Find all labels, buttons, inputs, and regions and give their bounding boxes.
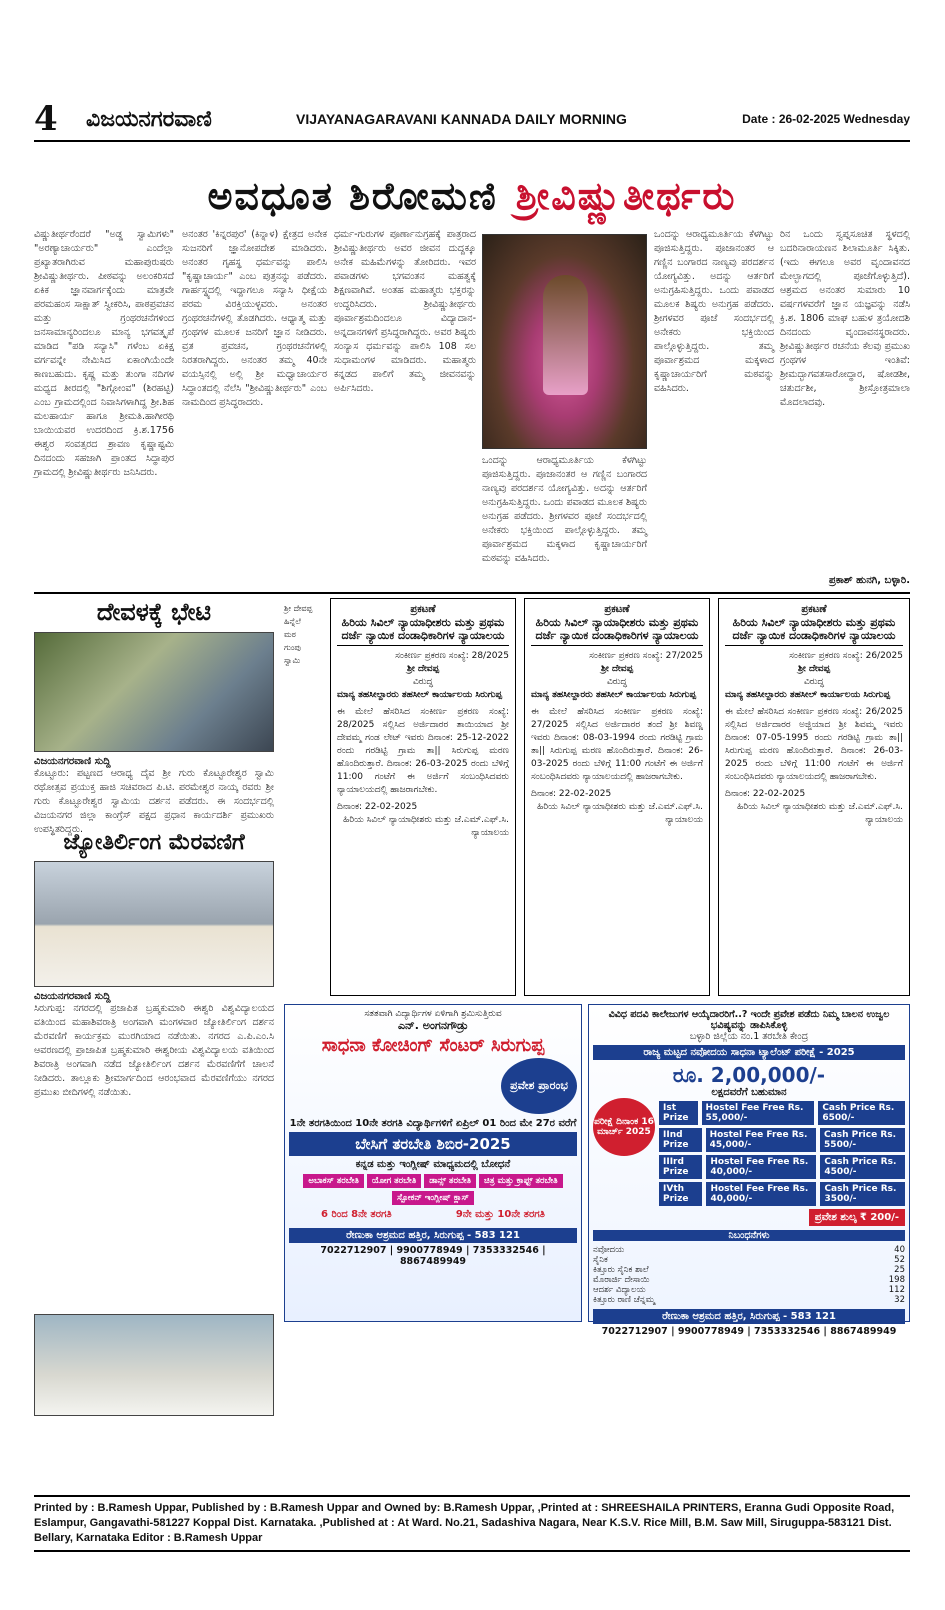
jyotirlinga-text: ಸಿರುಗುಪ್ಪ: ನಗರದಲ್ಲಿ ಪ್ರಜಾಪಿತ ಬ್ರಹ್ಮಕುಮಾರಿ ಈಶ್ವರಿ ವಿಶ್ವವಿದ್ಯಾಲಯದ ವತಿಯಿಂದ ಮಹಾಶಿವರಾತ್ರಿ ಅಂಗವಾಗಿ ಮಂಗಳವಾರ ಜ್ಯೋತಿರ್ಲಿಂಗ ದರ್ಶನ ಮೆರವಣಿಗೆ ಕಾರ್ಯಕ್ರಮ ಮುರಗಿಯಾದ ನಡೆಯಿತು. ನಗರದ ಎ.ಪಿ.ಎಂ.ಸಿ ಆವರಣದಲ್ಲಿ ಪ್ರಾಜಾಪಿತ ಬ್ರಹ್ಮಕುಮಾರಿ ಈಶ್ವರೀಯ ವಿಶ್ವವಿದ್ಯಾಲಯ ವತಿಯಿಂದ ಶಿವರಾತ್ರಿ ಅಂಗವಾಗಿ ನಡೆದ ಜ್ಯೋತಿರ್ಲಿಂಗ ದರ್ಶನ ಮೆರವಣಿಗೆಗೆ ಚಾಲನೆ ನೀಡಿದರು. ತಾಲ್ಲೂಕು ಶ್ರೀಮಾರ್ಗದಿಂದ ಆರಂಭವಾದ ಮೆರವಣಿಗೆಯು ನಗರದ ಪ್ರಮುಖ ಬೀದಿಗಳಲ್ಲಿ ನಡೆಯಿತು. <box>34 1003 274 1098</box>
prize-rank: Ist Prize <box>659 1101 698 1125</box>
story-byline: ಪ್ರಕಾಶ್ ಹುನಗಿ, ಬಳ್ಳಾರಿ. <box>829 575 910 586</box>
jyotirlinga-title: ಜ್ಯೋತಿರ್ಲಿಂಗ ಮೆರವಣಿಗೆ <box>63 830 245 855</box>
legal-notice-3 <box>718 598 910 996</box>
notice-party: ಶ್ರೀ ದೇವಪ್ಪ <box>797 664 831 674</box>
activity-item: ಯೋಗ ತರಬೇತಿ <box>367 1174 421 1188</box>
story-column-6: ರಿನ ಒಂದು ಸ್ವಪ್ನಸೂಚಿತ ಸ್ಥಳದಲ್ಲಿ ಬದರಿನಾರಾಯಣನ ಶಿಲಾಮೂರ್ತಿ ಸಿಕ್ಕಿತು. (ಇದು ಈಗಲೂ ಅವರ ವೃಂದಾವನದ ಮೇಲ್ಭಾಗದಲ್ಲಿ ಪೂಜೆಗೊಳ್ಳುತ್ತಿದೆ). ಆಶ್ರಮದ ಅನಂತರ ಸುಮಾರು 10 ವರ್ಷಗಳವರೆಗೆ ಜ್ಞಾನ ಯಜ್ಞವನ್ನು ನಡೆಸಿ ಕ್ರಿ.ಶ. 1806 ಮಾಘ ಬಹುಳ ತ್ರಯೋದಶಿ ದಿನದಂದು ವೃಂದಾವನಸ್ಥರಾದರು. ಶ್ರೀವಿಷ್ಣುತೀರ್ಥರ ರಚನೆಯ ಕೆಲವು ಪ್ರಮುಖ ಗ್ರಂಥಗಳ ಇಂತಿವೆ: ಶ್ರೀಮದ್ಭಾಗವತಸಾರೋದ್ಧಾರ, ಷೋಡಶೀ, ಚತುರ್ದಶೀ, ಶ್ರೀಸ್ತೋತ್ರಮಾಲಾ ಮೊದಲಾದವು. <box>780 229 910 408</box>
talent-exam-ad <box>588 1004 910 1337</box>
imprint-footer <box>34 1495 910 1552</box>
headline-part-1: ಅವಧೂತ ಶಿರೋಮಣಿ <box>207 173 498 218</box>
imprint-line-3: Bellary, Karnataka Editor : B.Ramesh Uppar <box>34 1532 263 1544</box>
notice-signatory: ಹಿರಿಯ ಸಿವಿಲ್ ನ್ಯಾಯಾಧೀಶರು ಮತ್ತು ಜೆ.ಎಮ್.ಎಫ್.ಸಿ. ನ್ಯಾಯಾಲಯ <box>737 802 903 825</box>
story-column-5: ಒಂದನ್ನು ಆರಾಧ್ಯಮೂರ್ತಿಯ ಕೆಳಗಿಟ್ಟು ಪೂಜಿಸುತ್ತಿದ್ದರು. ಪೂಜಾನಂತರ ಆ ಗಣ್ಣಿನ ಬಂಗಾರದ ನಾಣ್ಯವು ಪರದರ್ಶನ ಯೋಗ್ಯವಿತ್ತು. ಅದನ್ನು ಆರ್ತರಿಗೆ ಅನುಗ್ರಹಿಸುತ್ತಿದ್ದರು. ಒಂದು ಪವಾಡದ ಮೂಲಕ ಶಿಷ್ಯರು ಅನುಗ್ರಹ ಪಡೆದರು. ಶ್ರೀಗಳವರ ಪೂಜೆ ಸಂದರ್ಭದಲ್ಲಿ ಅನೇಕರು ಭಕ್ತಿಯಿಂದ ಪಾಲ್ಗೊಳ್ಳುತ್ತಿದ್ದರು. ತಮ್ಮ ಪೂರ್ವಾಶ್ರಮದ ಮಕ್ಕಳಾದ ಕೃಷ್ಣಾಚಾರ್ಯರಿಗೆ ಮಠವನ್ನು ವಹಿಸಿದರು. <box>654 229 774 394</box>
headline-part-2: ಶ್ರೀವಿಷ್ಣುತೀರ್ಥರು <box>515 173 737 218</box>
result-row <box>593 1265 905 1275</box>
admission-open-badge: ಪ್ರವೇಶ ಪ್ರಾರಂಭ <box>501 1058 577 1114</box>
temple-visit-caption: ವಿಜಯನಗರವಾಣಿ ಸುದ್ದಿ <box>34 756 111 767</box>
temple-visit-title: ದೇವಳಕ್ಕೆ ಭೇಟಿ <box>96 598 212 626</box>
ad-founder-name: ಎನ್. ಅಂಗನಗೌಡ್ರು <box>398 1019 468 1032</box>
result-row <box>593 1245 905 1255</box>
notice-date: ದಿನಾಂಕ: 22-02-2025 <box>531 789 612 799</box>
notice-body: ಈ ಮೇಲೆ ಹೆಸರಿಸಿದ ಸಂಕೀರ್ಣ ಪ್ರಕರಣ ಸಂಖ್ಯೆ: 27/2025 ಸಲ್ಲಿಸಿದ ಅರ್ಜಿದಾರರ ತಂದೆ ಶ್ರೀ ಶಿವಣ್ಣ ಇವರು ದಿನಾಂಕ: 08-03-1994 ರಂದು ಗರಡಿಟ್ಟಿ ಗ್ರಾಮ ತಾ|| ಸಿರುಗುಪ್ಪ ಮರಣ ಹೊಂದಿರುತ್ತಾರೆ. ದಿನಾಂಕ: 26-03-2025 ರಂದು ಬೆಳಿಗ್ಗೆ 11:00 ಗಂಟೆಗೆ ಈ ಅರ್ಜಿಗೆ ಸಂಬಂಧಿಸಿದವರು ನ್ಯಾಯಾಲಯದಲ್ಲಿ ಹಾಜರಾಗಬೇಕು. <box>531 707 703 782</box>
legal-notice-1 <box>330 598 516 996</box>
legal-notice-2 <box>524 598 710 996</box>
prize-cash: Cash Price Rs. 3500/- <box>820 1182 905 1206</box>
jyotirlinga-story <box>34 830 274 1416</box>
procession-photo <box>34 1314 274 1416</box>
prize-row <box>659 1182 905 1206</box>
notice-body: ಈ ಮೇಲೆ ಹೆಸರಿಸಿದ ಸಂಕೀರ್ಣ ಪ್ರಕರಣ ಸಂಖ್ಯೆ: 28/2025 ಸಲ್ಲಿಸಿದ ಅರ್ಜಿದಾರರ ತಾಯಿಯಾದ ಶ್ರೀ ದೇವಮ್ಮ ಗಂಡ ಲೇಟ್ ಇವರು ದಿನಾಂಕ: 25-12-2022 ರಂದು ಗರಡಿಟ್ಟಿ ಗ್ರಾಮ ತಾ|| ಸಿರುಗುಪ್ಪ ಮರಣ ಹೊಂದಿರುತ್ತಾರೆ. ದಿನಾಂಕ: 26-03-2025 ರಂದು ಬೆಳಿಗ್ಗೆ 11:00 ಗಂಟೆಗೆ ಈ ಅರ್ಜಿಗೆ ಸಂಬಂಧಿಸಿದವರು ನ್ಯಾಯಾಲಯದಲ್ಲಿ ಹಾಜರಾಗಬೇಕು. <box>337 707 509 795</box>
notice-body: ಈ ಮೇಲೆ ಹೆಸರಿಸಿದ ಸಂಕೀರ್ಣ ಪ್ರಕರಣ ಸಂಖ್ಯೆ: 26/2025 ಸಲ್ಲಿಸಿದ ಅರ್ಜಿದಾರರ ಅಜ್ಜಿಯಾದ ಶ್ರೀ ಶಿವಮ್ಮ ಇವರು ದಿನಾಂಕ: 07-05-1995 ರಂದು ಗರಡಿಟ್ಟಿ ಗ್ರಾಮ ತಾ|| ಸಿರುಗುಪ್ಪ ಮರಣ ಹೊಂದಿರುತ್ತಾರೆ. ದಿನಾಂಕ: 26-03-2025 ರಂದು ಬೆಳಿಗ್ಗೆ 11:00 ಗಂಟೆಗೆ ಈ ಅರ್ಜಿಗೆ ಸಂಬಂಧಿಸಿದವರು ನ್ಯಾಯಾಲಯದಲ್ಲಿ ಹಾಜರಾಗಬೇಕು. <box>725 707 903 782</box>
rules-title: ನಿಬಂಧನೆಗಳು <box>593 1230 905 1241</box>
notice-respondent: ಮಾನ್ಯ ತಹಸೀಲ್ದಾರರು ತಹಸೀಲ್ ಕಾರ್ಯಾಲಯ ಸಿರುಗುಪ್ಪ <box>531 690 697 700</box>
result-count: 32 <box>894 1295 905 1305</box>
class-group: 6 ರಿಂದ 8ನೇ ತರಗತಿ <box>321 1209 392 1220</box>
notice-signatory: ಹಿರಿಯ ಸಿವಿಲ್ ನ್ಯಾಯಾಧೀಶರು ಮತ್ತು ಜೆ.ಎಮ್.ಎಫ್.ಸಿ. ನ್ಯಾಯಾಲಯ <box>343 815 509 838</box>
activity-item: ಡಾನ್ಸ್ ತರಬೇತಿ <box>424 1174 476 1188</box>
activity-item: ಅಬಾಕಸ್ ತರಬೇತಿ <box>303 1174 364 1188</box>
notice-case-number: ಸಂಕೀರ್ಣ ಪ್ರಕರಣ ಸಂಖ್ಯೆ: 26/2025 <box>789 651 903 661</box>
ad-brand: ಸಾಧನಾ ಕೋಚಿಂಗ್ ಸೆಂಟರ್ ಸಿರುಗುಪ್ಪ <box>321 1035 545 1056</box>
talent-exam-band: ರಾಜ್ಯ ಮಟ್ಟದ ನವೋದಯ ಸಾಧನಾ ಟ್ಯಾಲೆಂಟ್ ಪರೀಕ್ಷೆ - 2025 <box>593 1045 905 1060</box>
ad-medium: ಕನ್ನಡ ಮತ್ತು ಇಂಗ್ಲೀಷ್ ಮಾಧ್ಯಮದಲ್ಲಿ ಬೋಧನೆ <box>355 1159 511 1170</box>
prize-amount: ರೂ. 2,00,000/- <box>672 1063 826 1087</box>
class-groups <box>289 1209 577 1220</box>
temple-visit-story <box>34 598 274 839</box>
result-label: ಆದರ್ಶ ವಿದ್ಯಾಲಯ <box>593 1285 646 1295</box>
names-list-item: ಗುಂಪು <box>284 643 301 652</box>
result-count: 25 <box>894 1265 905 1275</box>
result-label: ಕಿತ್ತೂರು ರಾಣಿ ಚೆನ್ನಮ್ಮ <box>593 1295 656 1305</box>
jyotirlinga-photo <box>34 861 274 987</box>
masthead <box>34 98 910 142</box>
temple-visit-text: ಕೊಟ್ಟೂರು: ಪಟ್ಟಣದ ಆರಾಧ್ಯ ದೈವ ಶ್ರೀ ಗುರು ಕೊಟ್ಟೂರೇಶ್ವರ ಸ್ವಾಮಿ ರಥೋತ್ಸವ ಪ್ರಯುಕ್ತ ಹಾಜಿ ಸಚಿವರಾದ ಪಿ.ಟಿ. ಪರಮೇಶ್ವರ ನಾಯ್ಕ ರವರು ಶ್ರೀ ಗುರು ಕೊಟ್ಟೂರೇಶ್ವರ ಸ್ವಾಮಿಯ ದರ್ಶನ ಪಡೆದರು. ಈ ಸಂದರ್ಭದಲ್ಲಿ ವಿಜಯನಗರ ಜಿಲ್ಲಾ ಕಾಂಗ್ರೆಸ್ ಪಕ್ಷದ ಪ್ರಧಾನ ಕಾರ್ಯದರ್ಶಿ ಪ್ರಮುಖರು ಉಪಸ್ಥಿತರಿದ್ದರು. <box>34 768 274 835</box>
class-group: 9ನೇ ಮತ್ತು 10ನೇ ತರಗತಿ <box>455 1209 545 1220</box>
lower-section <box>34 592 910 1337</box>
result-row <box>593 1255 905 1265</box>
prize-row <box>659 1155 905 1179</box>
notice-respondent: ಮಾನ್ಯ ತಹಸೀಲ್ದಾರರು ತಹಸೀಲ್ ಕಾರ್ಯಾಲಯ ಸಿರುಗುಪ್ಪ <box>337 690 503 700</box>
idol-figure <box>543 275 588 395</box>
summer-camp-band: ಬೇಸಿಗೆ ತರಬೇತಿ ಶಿಬಿರ-2025 <box>289 1132 577 1156</box>
notice-title: ಹಿರಿಯ ಸಿವಿಲ್ ನ್ಯಾಯಾಧೀಶರು ಮತ್ತು ಪ್ರಥಮ ದರ್ಜೆ ನ್ಯಾಯಿಕ ದಂಡಾಧಿಕಾರಿಗಳ ನ್ಯಾಯಾಲಯ <box>337 616 509 646</box>
ad-class-range: 1ನೇ ತರಗತಿಯಿಂದ 10ನೇ ತರಗತಿ ವಿದ್ಯಾರ್ಥಿಗಳಿಗೆ ಏಪ್ರಿಲ್ 01 ರಿಂದ ಮೇ 27ರ ವರೆಗೆ <box>289 1118 577 1129</box>
result-label: ನವೋದಯ <box>593 1245 625 1255</box>
notice-respondent: ಮಾನ್ಯ ತಹಸೀಲ್ದಾರರು ತಹಸೀಲ್ ಕಾರ್ಯಾಲಯ ಸಿರುಗುಪ್ಪ <box>725 690 891 700</box>
notice-versus: ವಿರುದ್ಧ <box>804 677 824 687</box>
notice-header: ಪ್ರಕಟಣೆ <box>801 604 827 615</box>
names-list-item: ಹಿನ್ನೆಲೆ <box>284 617 301 626</box>
notice-title: ಹಿರಿಯ ಸಿವಿಲ್ ನ್ಯಾಯಾಧೀಶರು ಮತ್ತು ಪ್ರಥಮ ದರ್ಜೆ ನ್ಯಾಯಿಕ ದಂಡಾಧಿಕಾರಿಗಳ ನ್ಯಾಯಾಲಯ <box>531 616 703 646</box>
idol-photo <box>482 234 647 449</box>
temple-visit-photo <box>34 632 274 752</box>
ad-tagline: ಸತತವಾಗಿ ವಿದ್ಯಾರ್ಥಿಗಳ ಏಳಿಗಾಗಿ ಶ್ರಮಿಸುತ್ತಿರುವ <box>364 1009 502 1019</box>
notice-header: ಪ್ರಕಟಣೆ <box>604 604 630 615</box>
ad-phones: 7022712907 | 9900778949 | 7353332546 | 8867489949 <box>320 1245 546 1267</box>
activity-list <box>289 1174 577 1205</box>
results-block <box>593 1245 905 1305</box>
prize-amount-subtitle: ಲಕ್ಷದವರೆಗೆ ಬಹುಮಾನ <box>711 1087 787 1098</box>
paper-name-english: VIJAYANAGARAVANI KANNADA DAILY MORNING <box>296 111 627 127</box>
names-list-item: ಶ್ರೀ ದೇವಪ್ಪ <box>284 604 313 613</box>
ad-right-subtitle: ಬಳ್ಳಾರಿ ಜಿಲ್ಲೆಯ ನಂ.1 ತರಬೇತಿ ಕೇಂದ್ರ <box>689 1031 809 1042</box>
prize-table <box>659 1098 905 1209</box>
main-headline <box>34 170 910 222</box>
notice-case-number: ಸಂಕೀರ್ಣ ಪ್ರಕರಣ ಸಂಖ್ಯೆ: 28/2025 <box>395 651 509 661</box>
result-row <box>593 1285 905 1295</box>
result-row <box>593 1275 905 1285</box>
prize-hostel: Hostel Fee Free Rs. 40,000/- <box>706 1182 816 1206</box>
notice-case-number: ಸಂಕೀರ್ಣ ಪ್ರಕರಣ ಸಂಖ್ಯೆ: 27/2025 <box>589 651 703 661</box>
notice-party: ಶ್ರೀ ದೇವಪ್ಪ <box>406 664 440 674</box>
prize-rank: IInd Prize <box>659 1128 702 1152</box>
notice-date: ದಿನಾಂಕ: 22-02-2025 <box>337 802 418 812</box>
imprint-line-1: Printed by : B.Ramesh Uppar, Published by : B.Ramesh Uppar and Owned by: B.Ramesh Uppar, ,Printed at : SHREESHAILA PRINTERS, Eranna Gudi Opposite Road, <box>34 1502 895 1514</box>
result-row <box>593 1295 905 1305</box>
prize-row <box>659 1128 905 1152</box>
story-column-4: ಒಂದನ್ನು ಆರಾಧ್ಯಮೂರ್ತಿಯ ಕೆಳಗಿಟ್ಟು ಪೂಜಿಸುತ್ತಿದ್ದರು. ಪೂಜಾನಂತರ ಆ ಗಣ್ಣಿನ ಬಂಗಾರದ ನಾಣ್ಯವು ಪರದರ್ಶನ ಯೋಗ್ಯವಿತ್ತು. ಅದನ್ನು ಆರ್ತರಿಗೆ ಅನುಗ್ರಹಿಸುತ್ತಿದ್ದರು. ಒಂದು ಪವಾಡದ ಮೂಲಕ ಶಿಷ್ಯರು ಅನುಗ್ರಹ ಪಡೆದರು. ಶ್ರೀಗಳವರ ಪೂಜೆ ಸಂದರ್ಭದಲ್ಲಿ ಅನೇಕರು ಭಕ್ತಿಯಿಂದ ಪಾಲ್ಗೊಳ್ಳುತ್ತಿದ್ದರು. ತಮ್ಮ ಪೂರ್ವಾಶ್ರಮದ ಮಕ್ಕಳಾದ ಕೃಷ್ಣಾಚಾರ್ಯರಿಗೆ ಮಠವನ್ನು ವಹಿಸಿದರು. <box>482 455 647 564</box>
prize-cash: Cash Price Rs. 4500/- <box>820 1155 905 1179</box>
jyotirlinga-caption: ವಿಜಯನಗರವಾಣಿ ಸುದ್ದಿ <box>34 991 111 1002</box>
story-column-1: ವಿಷ್ಣುತೀರ್ಥರೆಂದರೆ "ಅಡ್ಡ ಸ್ವಾಮಿಗಳು" "ಅರಣ್ಯಾಚಾರ್ಯರು" ಎಂದೆಲ್ಲಾ ಪ್ರಖ್ಯಾತರಾಗಿರುವ ಮಹಾಪುರುಷರು ಶ್ರೀವಿಷ್ಣುತೀರ್ಥರು. ಪೀಠವನ್ನು ಅಲಂಕರಿಸದೆ ಏಕಿಕ ಜ್ಞಾನವಾರ್ಗಕ್ಕೆಂದು ಮಾತ್ರವೇ ಪರಮಹಂಸ ಸಾಕ್ಷಾತ್ ಸ್ವೀಕರಿಸಿ, ಪಾಠಪ್ರವಚನ ಮತ್ತು ಗ್ರಂಥರಚನೆಗಳಿಂದ ಜನಸಾಮಾನ್ಯರಿಂದಲೂ ಮಾನ್ಯ ಭಗವತ್ಕೃಪೆ ಮಾಡಿದ "ಪಡಿ ಸನ್ಯಾಸಿ" ಗಳೆಂಬ ಏಕಿಕ್ಷ ವರ್ಗವನ್ನೇ ನೇಮಿಸಿದ ಏಕಾಂಗಿಯೆಂದೇ ಕಾಣಬಹುದು. ಕೃಷ್ಣ ಮತ್ತು ತುಂಗಾ ನದಿಗಳ ಮಧ್ಯದ ತೀರದಲ್ಲಿ "ಶಿಗ್ಗೋಂವ" (ಶಿರಹಟ್ಟಿ) ಎಂಬ ಗ್ರಾಮದಲ್ಲಿಂದ ನಿವಾಸಿಗಳಾಗಿದ್ದ ಶ್ರೀ.ಶಿಹ ಮಲಹಾರ್ಯ ಹಾಗೂ ಶ್ರೀಮತಿ.ಹಾಗೀರಥಿ ಬಾಯಿಯವರ ಉದರದಿಂದ ಕ್ರಿ.ಶ.1756 ಈಶ್ವರ ಸಂವತ್ಸರದ ಶ್ರಾವಣ ಕೃಷ್ಣಾಷ್ಟಮಿ ದಿನದಂದು ಸಹಜಾಗಿ ಪ್ರಾಂತದ ಸಿದ್ಧಾಪುರ ಗ್ರಾಮದಲ್ಲಿ ಶ್ರೀವಿಷ್ಣುತೀರ್ಥರು ಜನಿಸಿದರು. <box>34 229 174 478</box>
prize-hostel: Hostel Fee Free Rs. 40,000/- <box>706 1155 816 1179</box>
names-list-item: ಸ್ವಾಮಿ <box>284 656 301 665</box>
result-count: 52 <box>894 1255 905 1265</box>
notice-party: ಶ್ರೀ ದೇವಪ್ಪ <box>600 664 634 674</box>
result-count: 198 <box>888 1275 905 1285</box>
issue-date: Date : 26-02-2025 Wednesday <box>742 112 910 126</box>
prize-rank: IIIrd Prize <box>659 1155 702 1179</box>
ad-right-tagline: ವಿವಿಧ ಪದವಿ ಕಾಲೇಜುಗಳ ಆಯ್ಕೆದಾರರಿಗೆ..? ಇಂದೇ ಪ್ರವೇಶ ಪಡೆದು ನಿಮ್ಮ ಬಾಲನ ಉಜ್ವಲ ಭವಿಷ್ಯವನ್ನು ಡಾಪಿಸಿಕೊಳ್ಳಿ <box>608 1009 890 1031</box>
paper-name-kannada: ವಿಜಯನಗರವಾಣಿ <box>86 106 212 132</box>
notice-signatory: ಹಿರಿಯ ಸಿವಿಲ್ ನ್ಯಾಯಾಧೀಶರು ಮತ್ತು ಜೆ.ಎಮ್.ಎಫ್.ಸಿ. ನ್ಯಾಯಾಲಯ <box>537 802 703 825</box>
entry-fee: ಪ್ರವೇಶ ಶುಲ್ಕ ₹ 200/- <box>809 1209 905 1226</box>
notice-date: ದಿನಾಂಕ: 22-02-2025 <box>725 789 806 799</box>
prize-row <box>659 1101 905 1125</box>
story-column-2: ಅನಂತರ 'ಕಿನ್ನರಪುರ' (ಕಿನ್ನಾಳ) ಕ್ಷೇತ್ರದ ಅನೇಕ ಸುಜನರಿಗೆ ಜ್ಞಾನೋಪದೇಶ ಮಾಡಿದರು. ಅನಂತರ ಗೃಹಸ್ಥ ಧರ್ಮವನ್ನು ಪಾಲಿಸಿ "ಕೃಷ್ಣಾಚಾರ್ಯ" ಎಂಬ ಪುತ್ರನನ್ನು ಪಡೆದರು. ಗಾರ್ಹಸ್ಥ್ಯದಲ್ಲಿ ಇದ್ದಾಗಲೂ ಸನ್ಯಾಸಿ ಧೀಕ್ಷೆಯ ಪರಮ ವಿರಕ್ತಿಯುಳ್ಳವರು. ಅನಂತರ ಗ್ರಂಥರಚನೆಗಳಲ್ಲಿ ತೊಡಗಿದರು. ಆಧ್ಯಾತ್ಮ ಮತ್ತು ಗ್ರಂಥಗಳ ಮೂಲಕ ಜನರಿಗೆ ಜ್ಞಾನ ನೀಡಿದರು. ವ್ರತ ಪ್ರವಚನ, ಗ್ರಂಥರಚನೆಗಳಲ್ಲಿ ನಿರತರಾಗಿದ್ದರು. ಅನಂತರ ತಮ್ಮ 40ನೇ ವಯಸ್ಸಿನಲ್ಲಿ ಅಲ್ಲಿ ಶ್ರೀ ಮಧ್ವಾಚಾರ್ಯರ ಸಿದ್ಧಾಂತದಲ್ಲಿ ನೆಲೆಸಿ "ಶ್ರೀವಿಷ್ಣುತೀರ್ಥರು" ಎಂಬ ನಾಮದಿಂದ ಪ್ರಸಿದ್ಧರಾದರು. <box>182 229 327 408</box>
story-column-3: ಧರ್ಮ-ಗುರುಗಳ ಪೂರ್ಣಾನುಗ್ರಹಕ್ಕೆ ಪಾತ್ರರಾದ ಶ್ರೀವಿಷ್ಣುತೀರ್ಥರು ಅವರ ಜೀವನ ದುದ್ದಕ್ಕೂ ಅನೇಕ ಮಹಿಮೆಗಳನ್ನು ತೋರಿದರು. ಇವರ ಪವಾಡಗಳು ಭಗವಂತನ ಮಹತ್ವಕ್ಕೆ ಶಿಕ್ಷಣವಾಗಿವೆ. ಅಂತಹ ಮಹಾತ್ಮರು ಭಕ್ತರನ್ನು ಉದ್ಧರಿಸಿದರು. ಶ್ರೀವಿಷ್ಣುತೀರ್ಥರು ಪೂರ್ವಾಶ್ರಮದಿಂದಲೂ ವಿದ್ಯಾದಾನ-ಅನ್ನದಾನಗಳಿಗೆ ಪ್ರಸಿದ್ಧರಾಗಿದ್ದರು. ಅವರ ಶಿಷ್ಯರು ಸಂನ್ಯಾಸ ಧರ್ಮವನ್ನು ಪಾಲಿಸಿ 108 ಸಲ ಸುಧಾಮಂಗಳ ಮಾಡಿದರು. ಮಹಾತ್ಮರು ಕನ್ನಡದ ಪಾಲಿಗೆ ತಮ್ಮ ಜೀವನವನ್ನು ಅರ್ಪಿಸಿದರು. <box>334 229 476 394</box>
prize-cash: Cash Price Rs. 5500/- <box>820 1128 905 1152</box>
notice-versus: ವಿರುದ್ಧ <box>607 677 627 687</box>
result-count: 40 <box>894 1245 905 1255</box>
prize-hostel: Hostel Fee Free Rs. 45,000/- <box>706 1128 816 1152</box>
notice-title: ಹಿರಿಯ ಸಿವಿಲ್ ನ್ಯಾಯಾಧೀಶರು ಮತ್ತು ಪ್ರಥಮ ದರ್ಜೆ ನ್ಯಾಯಿಕ ದಂಡಾಧಿಕಾರಿಗಳ ನ್ಯಾಯಾಲಯ <box>725 616 903 646</box>
prize-cash: Cash Price Rs. 6500/- <box>818 1101 905 1125</box>
coaching-ad <box>284 1004 582 1322</box>
results-table <box>593 1245 905 1305</box>
prize-hostel: Hostel Fee Free Rs. 55,000/- <box>702 1101 815 1125</box>
names-list <box>284 602 314 667</box>
names-list-item: ಮಠ <box>284 630 296 639</box>
ad-right-phones: 7022712907 | 9900778949 | 7353332546 | 8867489949 <box>601 1326 897 1337</box>
page-number: 4 <box>34 99 58 139</box>
notice-header: ಪ್ರಕಟಣೆ <box>410 604 436 615</box>
ad-address: ರೇಣುಕಾ ಆಶ್ರಮದ ಹತ್ತಿರ, ಸಿರುಗುಪ್ಪ - 583 121 <box>289 1228 577 1243</box>
activity-item: ಸ್ಪೋಕನ್ ಇಂಗ್ಲೀಷ್ ಕ್ಲಾಸ್ <box>392 1191 474 1205</box>
ad-right-address: ರೇಣುಕಾ ಆಶ್ರಮದ ಹತ್ತಿರ, ಸಿರುಗುಪ್ಪ - 583 121 <box>593 1309 905 1324</box>
result-count: 112 <box>888 1285 905 1295</box>
notice-versus: ವಿರುದ್ಧ <box>413 677 433 687</box>
imprint-line-2: Eslampur, Gangavathi-581227 Koppal Dist. Karnataka. ,Published at : At Ward. No.21, Sadashiva Nagara, Near K.S.V. Rice Mill, B.M. Saw Mill, Siruguppa-583121 Dist. <box>34 1517 892 1529</box>
exam-date-badge: ಪರೀಕ್ಷೆ ದಿನಾಂಕ 16 ಮಾರ್ಚ್ 2025 <box>593 1098 655 1156</box>
result-label: ಮೊರಾರ್ಜಿ ದೇಸಾಯಿ <box>593 1275 650 1285</box>
result-label: ಕಿತ್ತೂರು ಸೈನಿಕ ಶಾಲೆ <box>593 1265 649 1275</box>
prize-rank: IVth Prize <box>659 1182 702 1206</box>
main-story <box>34 228 910 588</box>
activity-item: ಚಿತ್ರ ಮತ್ತು ಕ್ರಾಫ್ಟ್ ತರಬೇತಿ <box>479 1174 563 1188</box>
result-label: ಸೈನಿಕ <box>593 1255 608 1265</box>
